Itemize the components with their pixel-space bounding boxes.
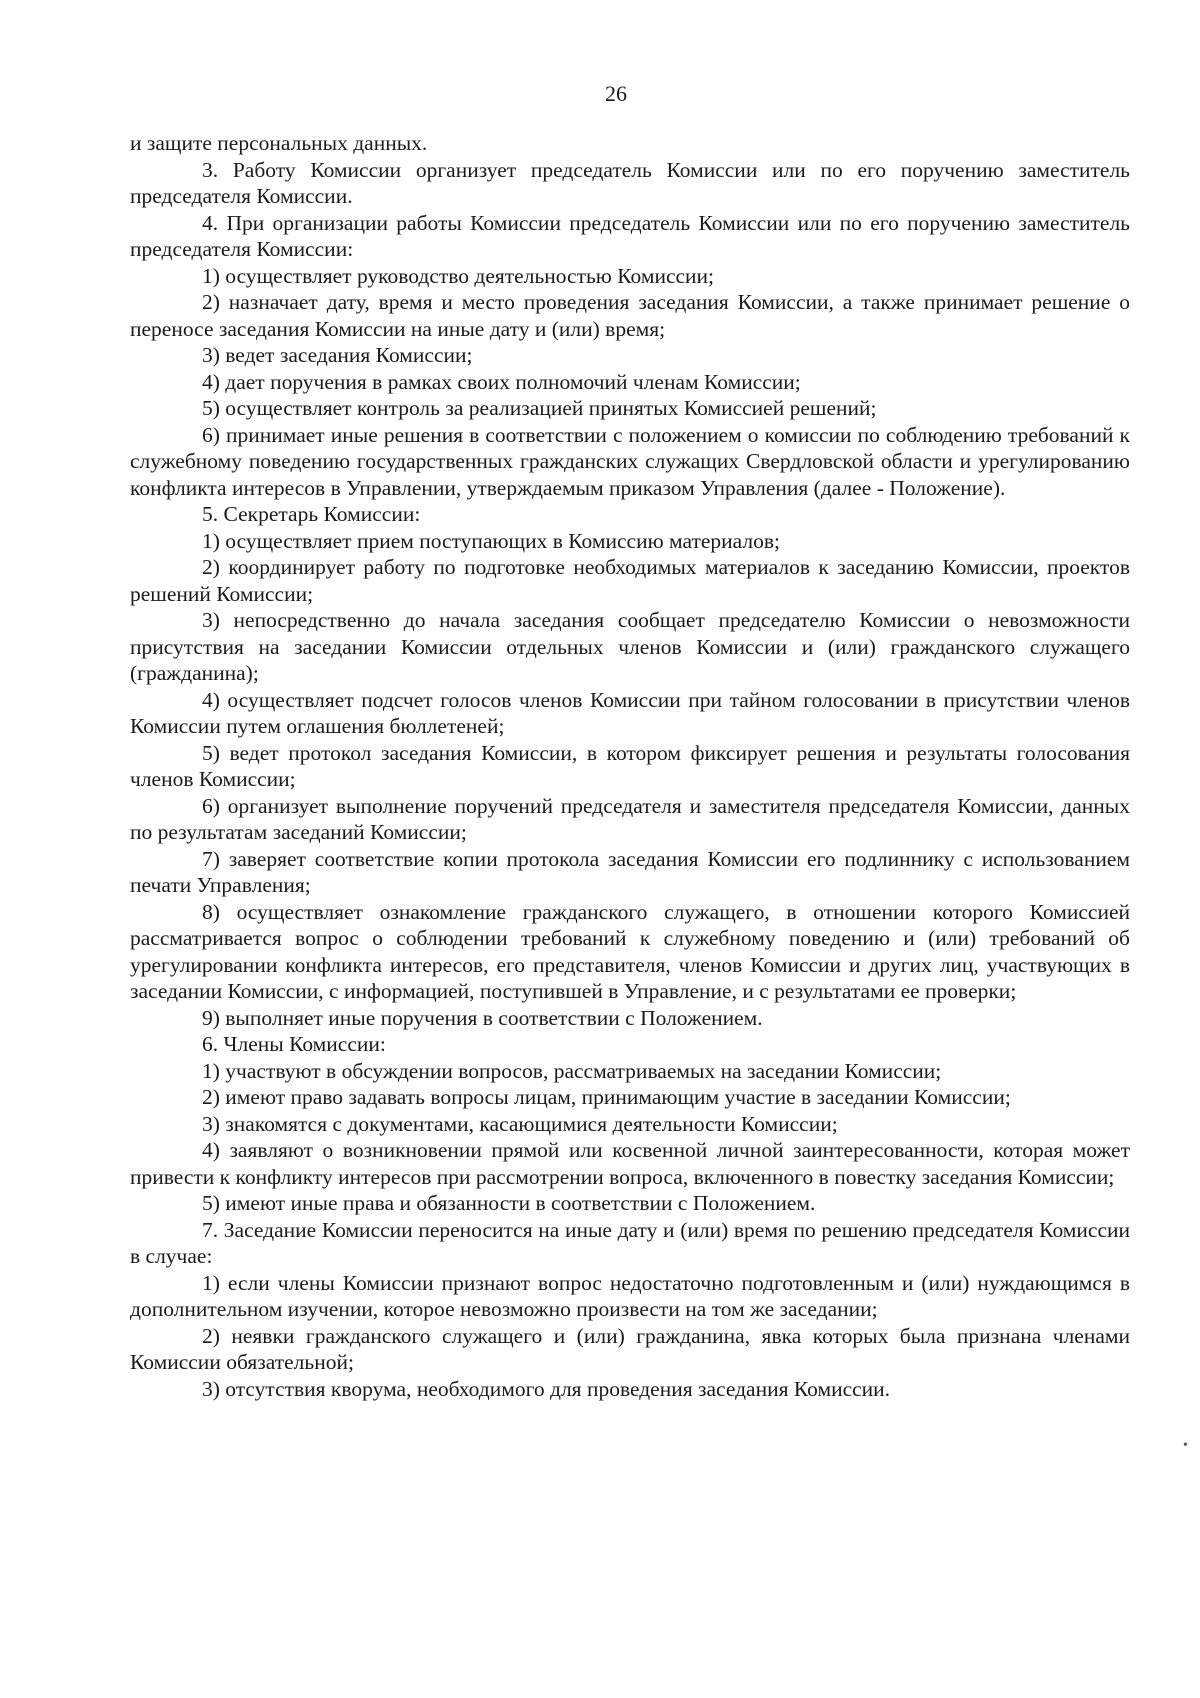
paragraph: 1) если члены Комиссии признают вопрос недостаточно подготовленным и (или) нуждающимся в дополнительном изучении, которое невозможно произвести на том же заседании;: [130, 1270, 1130, 1321]
paragraph: 1) осуществляет руководство деятельностью Комиссии;: [202, 263, 715, 288]
paragraph: 4) осуществляет подсчет голосов членов Комиссии при тайном голосовании в присутствии членов Комиссии путем оглашения бюллетеней;: [130, 687, 1130, 738]
paragraph: 4) заявляют о возникновении прямой или косвенной личной заинтересованности, которая может привести к конфликту интересов при рассмотрении вопроса, включенного в повестку заседания Комиссии;: [130, 1138, 1130, 1189]
paragraph: 8) осуществляет ознакомление гражданского служащего, в отношении которого Комиссией рассматривается вопрос о соблюдении требований к служебному поведению и (или) требований об урегулировании конфликта интересов, его представителя, членов Комиссии и других лиц, участвующих в заседании Комиссии, с информацией, поступившей в Управление, и с результатами ее проверки;: [130, 899, 1130, 1003]
paragraph: 5) ведет протокол заседания Комиссии, в котором фиксирует решения и результаты голосования членов Комиссии;: [130, 740, 1130, 791]
paragraph: 3) ведет заседания Комиссии;: [202, 343, 473, 367]
paragraph: 3) отсутствия кворума, необходимого для проведения заседания Комиссии.: [202, 1376, 891, 1401]
paragraph: 3) непосредственно до начала заседания сообщает председателю Комиссии о невозможности присутствия на заседании Комиссии отдельных членов Комиссии и (или) гражданского служащего (гражданина);: [130, 608, 1130, 685]
paragraph: 9) выполняет иные поручения в соответствии с Положением.: [202, 1005, 763, 1030]
paragraph: 2) назначает дату, время и место проведения заседания Комиссии, а также принимает решение о переносе заседания Комиссии на иные дату и (или) время;: [130, 290, 1130, 341]
paragraph: 6) организует выполнение поручений председателя и заместителя председателя Комиссии, данных по результатам заседаний Комиссии;: [130, 793, 1130, 844]
paragraph: 6. Члены Комиссии:: [202, 1032, 386, 1056]
paragraph: 1) участвуют в обсуждении вопросов, рассматриваемых на заседании Комиссии;: [202, 1058, 942, 1083]
paragraph: 6) принимает иные решения в соответствии с положением о комиссии по соблюдению требований к служебному поведению государственных гражданских служащих Свердловской области и урегулированию конфликта интересов в Управлении, утверждаемым приказом Управления (далее - Положение).: [130, 422, 1130, 500]
paragraph: 1) осуществляет прием поступающих в Комиссию материалов;: [202, 528, 780, 553]
paragraph: 7) заверяет соответствие копии протокола заседания Комиссии его подлиннику с использованием печати Управления;: [130, 846, 1130, 897]
paragraph: 5. Секретарь Комиссии:: [202, 502, 421, 526]
scan-speck: •: [1183, 1438, 1188, 1453]
paragraph: 3) знакомятся с документами, касающимися деятельности Комиссии;: [202, 1111, 838, 1136]
paragraph: 5) имеют иные права и обязанности в соответствии с Положением.: [202, 1191, 816, 1215]
paragraph: 2) имеют право задавать вопросы лицам, принимающим участие в заседании Комиссии;: [202, 1085, 1011, 1109]
paragraph: 2) координирует работу по подготовке необходимых материалов к заседанию Комиссии, проектов решений Комиссии;: [130, 555, 1130, 606]
paragraph: 4) дает поручения в рамках своих полномочий членам Комиссии;: [202, 369, 801, 394]
document-body: [130, 130, 1130, 1402]
paragraph: 3. Работу Комиссии организует председатель Комиссии или по его поручению заместитель председателя Комиссии.: [130, 157, 1130, 208]
paragraph: и защите персональных данных.: [130, 131, 428, 155]
paragraph: 7. Заседание Комиссии переносится на иные дату и (или) время по решению председателя Комиссии в случае:: [130, 1217, 1130, 1268]
page-number: 26: [605, 81, 627, 106]
paragraph: 4. При организации работы Комиссии председатель Комиссии или по его поручению заместитель председателя Комиссии:: [130, 210, 1130, 261]
paragraph: 5) осуществляет контроль за реализацией принятых Комиссией решений;: [202, 396, 877, 420]
paragraph: 2) неявки гражданского служащего и (или) гражданина, явка которых была признана членами Комиссии обязательной;: [130, 1323, 1130, 1374]
